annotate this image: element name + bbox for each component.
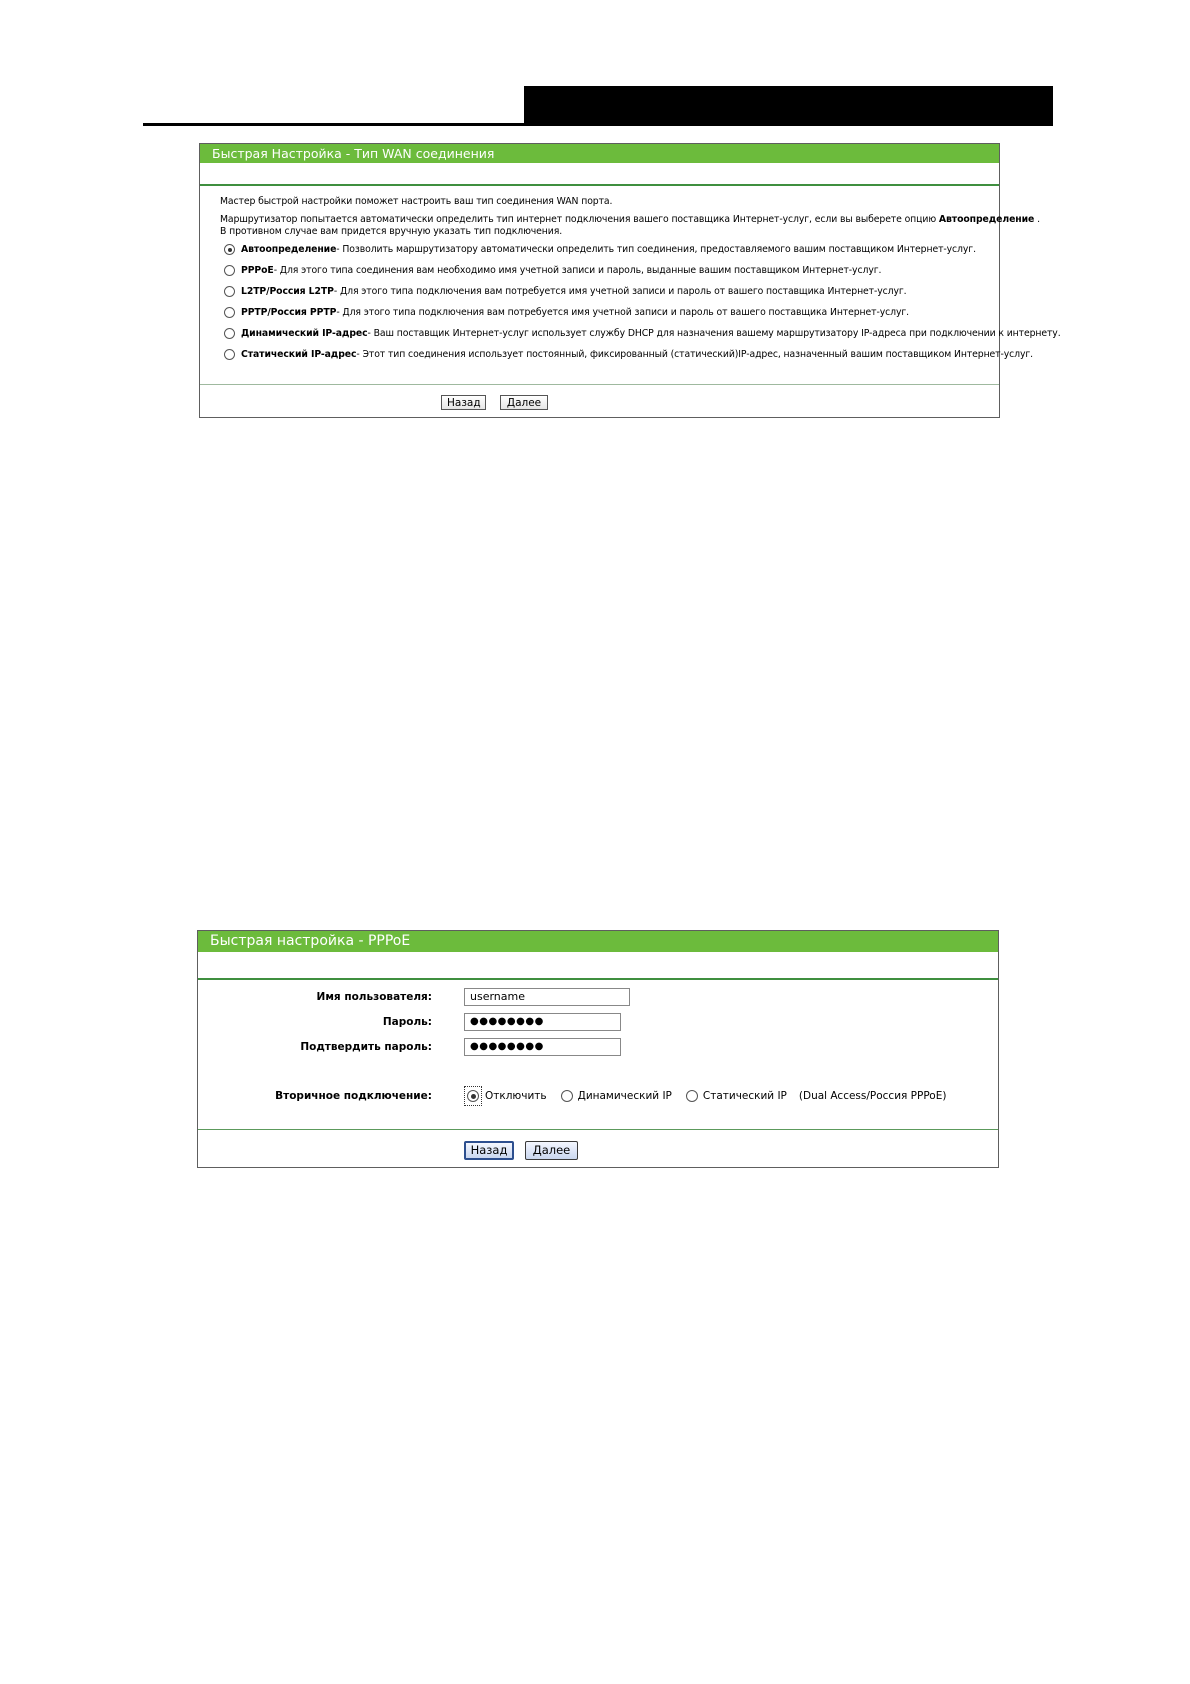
- radio-icon[interactable]: [224, 244, 235, 255]
- option-name: L2TP/Россия L2TP: [241, 286, 334, 297]
- secondary-note: (Dual Access/Россия PPPoE): [798, 1090, 947, 1102]
- focus-outline: [464, 1086, 482, 1106]
- secondary-option-dynamic-ip[interactable]: Динамический IP: [577, 1090, 672, 1102]
- option-static-ip[interactable]: [224, 349, 1033, 360]
- option-name: Автоопределение: [241, 244, 337, 255]
- panel-title: Быстрая настройка - PPPoE: [198, 931, 998, 953]
- radio-icon[interactable]: [224, 349, 235, 360]
- back-button[interactable]: Назад: [441, 395, 486, 410]
- description-end: .: [1034, 214, 1040, 225]
- radio-icon[interactable]: [467, 1090, 479, 1102]
- option-desc: - Ваш поставщик Интернет-услуг использует службу DHCP для назначения вашему маршрутизатору IP-адреса при подключении к интернету.: [367, 328, 1061, 339]
- radio-icon[interactable]: [561, 1090, 573, 1102]
- radio-icon[interactable]: [224, 307, 235, 318]
- option-desc: - Этот тип соединения использует постоянный, фиксированный (статический)IP-адрес, назначенный вашим поставщиком Интернет-услуг.: [356, 349, 1034, 360]
- password-field[interactable]: ●●●●●●●●: [464, 1013, 621, 1031]
- username-field[interactable]: username: [464, 988, 630, 1006]
- description-text: Маршрутизатор попытается автоматически определить тип интернет подключения вашего поставщика Интернет-услуг, если вы выберете опцию: [220, 214, 939, 225]
- divider: [200, 384, 999, 385]
- option-l2tp[interactable]: [224, 286, 907, 297]
- option-pptp[interactable]: [224, 307, 909, 318]
- confirm-password-field[interactable]: ●●●●●●●●: [464, 1038, 621, 1056]
- option-name: Динамический IP-адрес: [241, 328, 368, 339]
- description-line-2: В противном случае вам придется вручную указать тип подключения.: [220, 226, 563, 237]
- secondary-option-static-ip[interactable]: Статический IP: [702, 1090, 787, 1102]
- description-bold: Автоопределение: [938, 214, 1035, 225]
- back-button[interactable]: Назад: [464, 1141, 514, 1160]
- wan-type-panel: [199, 143, 1061, 418]
- option-name: PPPoE: [241, 265, 274, 276]
- page-header-block: [524, 86, 1053, 126]
- description-line-1: [220, 214, 1040, 225]
- radio-icon[interactable]: [224, 286, 235, 297]
- option-auto[interactable]: [224, 244, 976, 255]
- option-name: Статический IP-адрес: [241, 349, 357, 360]
- option-desc: - Позволить маршрутизатору автоматически определить тип соединения, предоставляемого вашим поставщиком Интернет-услуг.: [336, 244, 976, 255]
- password-label: Пароль:: [382, 1016, 432, 1028]
- secondary-option-disable[interactable]: Отключить: [485, 1090, 547, 1102]
- radio-icon[interactable]: [224, 328, 235, 339]
- intro-text: Мастер быстрой настройки поможет настроить ваш тип соединения WAN порта.: [220, 196, 613, 207]
- option-pppoe[interactable]: [224, 265, 881, 276]
- pppoe-panel: [197, 930, 999, 1168]
- radio-icon[interactable]: [224, 265, 235, 276]
- option-name: PPTP/Россия PPTP: [241, 307, 337, 318]
- next-button[interactable]: Далее: [525, 1141, 578, 1160]
- radio-icon[interactable]: [686, 1090, 698, 1102]
- confirm-password-label: Подтвердить пароль:: [300, 1041, 432, 1053]
- divider: [198, 978, 998, 980]
- username-label: Имя пользователя:: [316, 991, 432, 1003]
- secondary-options: [464, 1086, 946, 1106]
- option-dynamic-ip[interactable]: [224, 328, 1061, 339]
- next-button[interactable]: Далее: [500, 395, 548, 410]
- panel-title: Быстрая Настройка - Тип WAN соединения: [200, 144, 999, 164]
- divider: [200, 184, 999, 186]
- secondary-connection-label: Вторичное подключение:: [275, 1090, 432, 1102]
- option-desc: - Для этого типа подключения вам потребуется имя учетной записи и пароль от вашего поставщика Интернет-услуг.: [336, 307, 910, 318]
- option-desc: - Для этого типа подключения вам потребуется имя учетной записи и пароль от вашего поставщика Интернет-услуг.: [333, 286, 907, 297]
- option-desc: - Для этого типа соединения вам необходимо имя учетной записи и пароль, выданные вашим поставщиком Интернет-услуг.: [273, 265, 882, 276]
- divider: [198, 1129, 998, 1130]
